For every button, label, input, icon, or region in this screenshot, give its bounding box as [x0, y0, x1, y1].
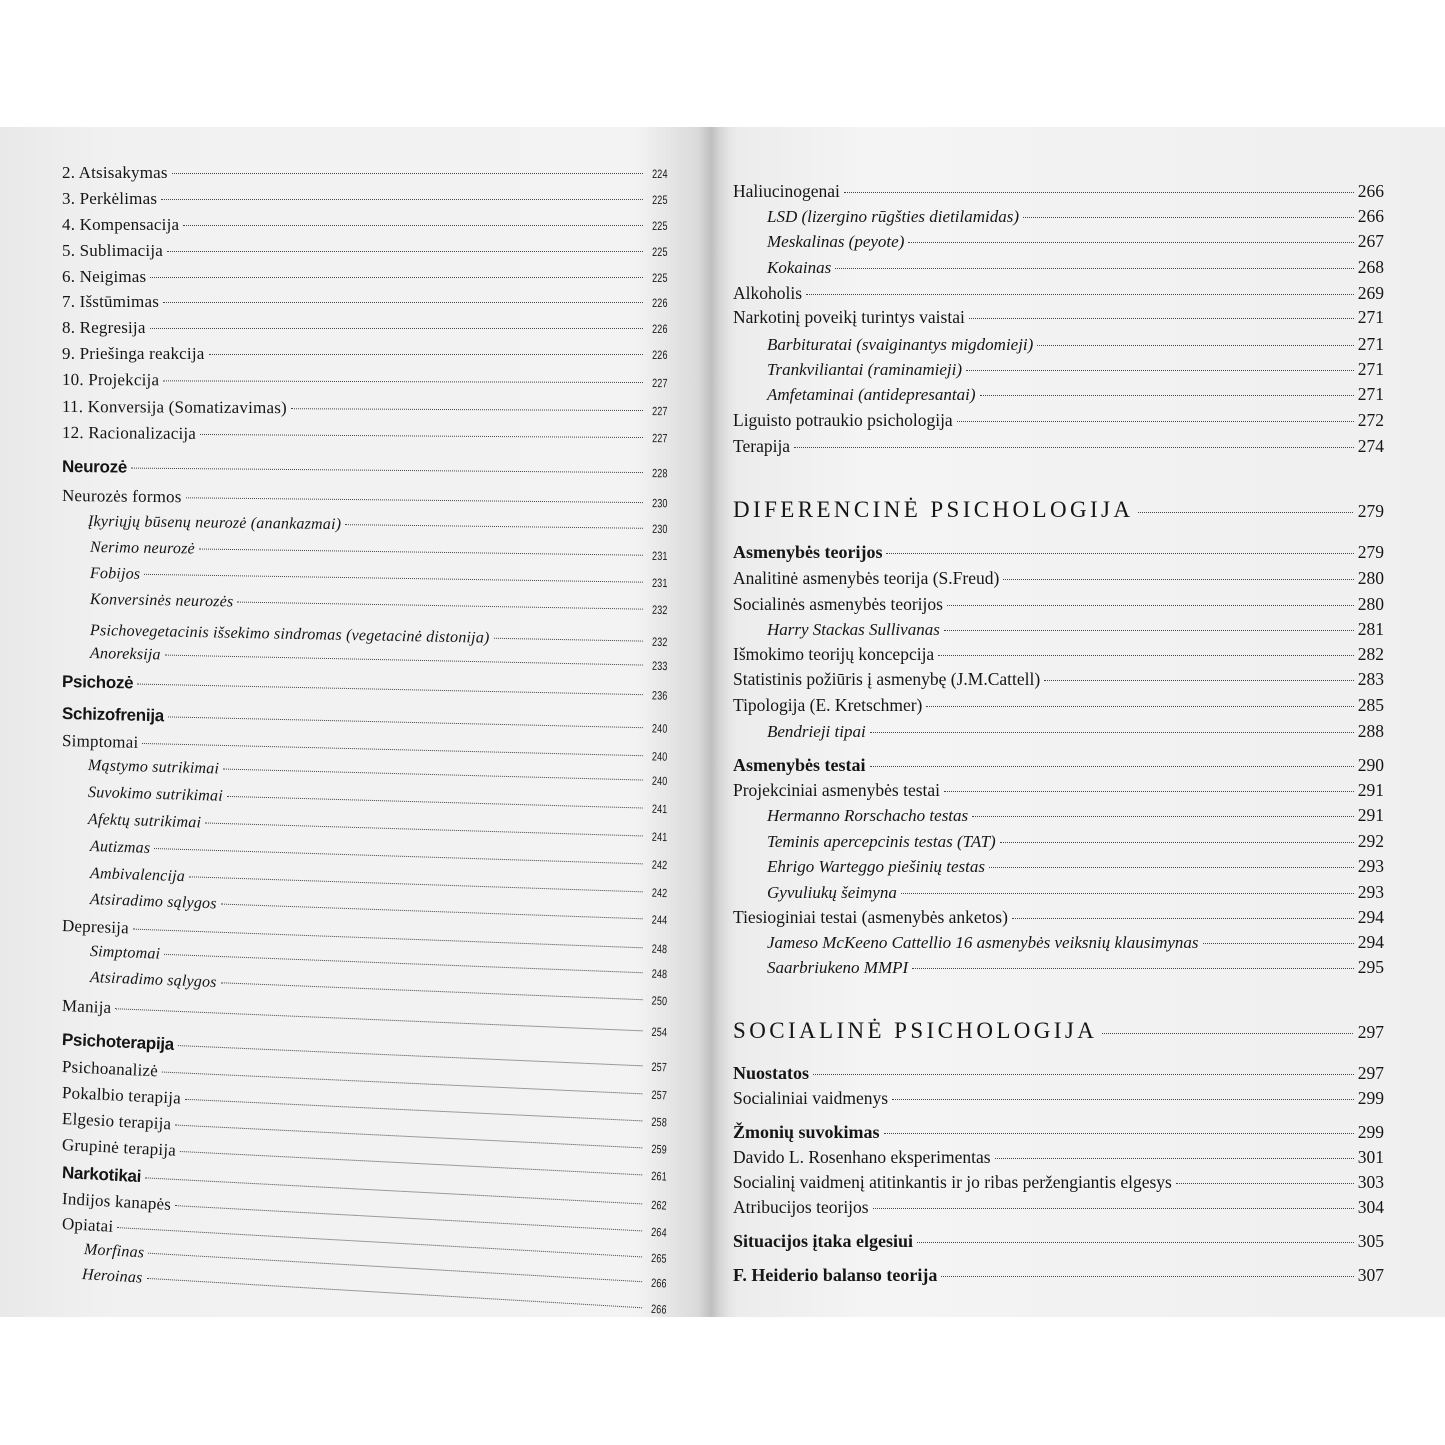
page-number: 271 [1357, 334, 1384, 354]
leader-dots [144, 574, 643, 583]
entry-title: Elgesio terapija [61, 1109, 172, 1134]
toc-entry [733, 1265, 1384, 1286]
page-number: 292 [1357, 831, 1384, 851]
leader-dots [209, 354, 644, 355]
leader-dots [1012, 918, 1354, 919]
page-number: 250 [651, 993, 668, 1009]
page-number: 305 [1357, 1231, 1384, 1251]
toc-entry [733, 755, 1384, 776]
entry-title: Amfetaminai (antidepresantai) [767, 385, 976, 404]
toc-entry [733, 594, 1384, 615]
toc-entry [767, 882, 1384, 903]
page-number: 266 [651, 1301, 668, 1317]
leader-dots [892, 1099, 1354, 1100]
page-number: 226 [652, 322, 668, 336]
leader-dots [345, 524, 643, 529]
page-number: 254 [651, 1024, 668, 1040]
page-number: 279 [1357, 501, 1384, 521]
entry-title: Projekciniai asmenybės testai [733, 780, 941, 800]
page-number: 242 [652, 857, 668, 873]
entry-title: 6. Neigimas [62, 267, 147, 286]
page-number: 267 [1357, 231, 1384, 251]
toc-entry [62, 344, 668, 364]
entry-title: Indijos kanapės [61, 1189, 172, 1214]
page-number: 297 [1357, 1063, 1384, 1083]
leader-dots [200, 434, 643, 438]
page-number: 271 [1357, 384, 1384, 404]
page-number: 226 [652, 296, 668, 310]
entry-title: Psichoanalizė [61, 1057, 159, 1081]
leader-dots [813, 1074, 1354, 1075]
leader-dots [1023, 217, 1354, 218]
leader-dots [237, 602, 643, 610]
entry-title: Žmonių suvokimas [733, 1122, 880, 1142]
page-number: 264 [651, 1224, 668, 1240]
toc-entry [767, 619, 1384, 640]
toc-entry [62, 215, 668, 235]
entry-title: 9. Priešinga reakcija [62, 344, 205, 363]
toc-entry [733, 1147, 1384, 1168]
entry-title: Trankviliantai (raminamieji) [767, 360, 963, 379]
entry-title: Įkyriųjų būsenų neurozė (anankazmai) [87, 513, 342, 534]
leader-dots [944, 791, 1354, 792]
page-number: 248 [651, 941, 668, 957]
book-gutter [698, 127, 728, 1317]
page-number: 297 [1357, 1022, 1384, 1042]
entry-title: Hermanno Rorschacho testas [767, 806, 969, 825]
leader-dots [150, 328, 644, 329]
entry-title: Asmenybės testai [733, 755, 866, 775]
page-number: 279 [1357, 542, 1384, 562]
entry-title: 12. Racionalizacija [61, 423, 197, 443]
page-number: 281 [1357, 619, 1384, 639]
leader-dots [172, 173, 644, 174]
leader-dots [947, 605, 1354, 606]
page-number: 231 [652, 548, 669, 564]
page-number: 244 [651, 912, 668, 928]
leader-dots [1000, 842, 1354, 843]
leader-dots [912, 968, 1354, 969]
toc-entry [767, 805, 1384, 826]
section-heading [733, 497, 1384, 523]
toc-entry [62, 267, 668, 287]
leader-dots [966, 370, 1354, 371]
leader-dots [205, 822, 643, 836]
entry-title: 7. Išstūmimas [62, 292, 160, 311]
leader-dots [901, 893, 1354, 894]
page-number: 266 [1357, 206, 1384, 226]
page-number: 225 [652, 219, 668, 233]
toc-entry [62, 241, 668, 261]
page-number: 232 [652, 602, 669, 618]
leader-dots [1044, 680, 1354, 681]
entry-title: Schizofrenija [61, 704, 165, 726]
leader-dots [995, 1158, 1354, 1159]
entry-title: Gyvuliukų šeimyna [767, 883, 897, 902]
leader-dots [926, 706, 1353, 707]
entry-title: Socialinės asmenybės teorijos [733, 594, 943, 614]
page-number: 304 [1357, 1197, 1384, 1217]
page-number: 266 [1357, 181, 1384, 201]
leader-dots [137, 684, 643, 696]
entry-title: 8. Regresija [62, 318, 146, 337]
entry-title: Opiatai [61, 1214, 114, 1236]
toc-entry [62, 370, 668, 392]
page-number: 299 [1357, 1122, 1384, 1142]
entry-title: Anoreksija [89, 645, 161, 664]
toc-entry [733, 907, 1384, 928]
leader-dots [1102, 1033, 1353, 1034]
leader-dots [186, 497, 644, 503]
entry-title: 10. Projekcija [61, 370, 160, 390]
toc-entry [733, 1197, 1384, 1218]
page-number: 271 [1357, 359, 1384, 379]
toc-entry [733, 1088, 1384, 1109]
leader-dots [794, 447, 1354, 448]
entry-title: Išmokimo teorijų koncepcija [733, 644, 935, 664]
entry-title: Terapija [733, 436, 791, 456]
entry-title: Atsiradimo sąlygos [89, 891, 217, 913]
leader-dots [163, 380, 643, 383]
leader-dots [844, 192, 1354, 193]
toc-entry [733, 669, 1384, 690]
entry-title: Heroinas [81, 1266, 143, 1287]
page-number: 272 [1357, 410, 1384, 430]
leader-dots [969, 318, 1354, 319]
leader-dots [199, 549, 643, 556]
entry-title: Jameso McKeeno Cattellio 16 asmenybės veiksnių klausimynas [767, 933, 1199, 952]
page-number: 262 [651, 1197, 668, 1213]
page-number: 269 [1357, 283, 1384, 303]
entry-title: Konversinės neurozės [89, 591, 234, 611]
toc-entry [62, 189, 668, 209]
entry-title: Psichozė [61, 672, 134, 693]
entry-title: Analitinė asmenybės teorija (S.Freud) [733, 568, 1000, 588]
entry-title: Socialiniai vaidmenys [733, 1088, 889, 1108]
entry-title: Autizmas [89, 838, 151, 857]
toc-entry [733, 1172, 1384, 1193]
toc-entry [733, 780, 1384, 801]
page-number: 236 [652, 688, 668, 703]
toc-entry [733, 644, 1384, 665]
page-number: 257 [651, 1087, 668, 1103]
leader-dots [167, 251, 643, 252]
leader-dots [1003, 579, 1353, 580]
page-number: 285 [1357, 695, 1384, 715]
page-number: 258 [651, 1114, 668, 1130]
page-number: 233 [652, 658, 669, 674]
entry-title: 3. Perkėlimas [62, 189, 158, 208]
entry-title: Simptomai [89, 943, 161, 963]
page-number: 226 [652, 348, 668, 362]
entry-title: Suvokimo sutrikimai [87, 784, 224, 805]
entry-title: Pokalbio terapija [61, 1083, 182, 1108]
toc-entry [733, 1122, 1384, 1143]
entry-title: Haliucinogenai [733, 181, 840, 201]
leader-dots [1037, 345, 1353, 346]
leader-dots [944, 630, 1354, 631]
toc-entry [767, 334, 1384, 355]
leader-dots [941, 1276, 1353, 1277]
page-number: 257 [651, 1059, 668, 1075]
page-number: 294 [1357, 932, 1384, 952]
entry-title: Depresija [61, 916, 130, 938]
toc-entry [62, 318, 668, 338]
page-number: 240 [652, 773, 668, 789]
page-number: 224 [652, 167, 668, 181]
entry-title: Socialinį vaidmenį atitinkantis ir jo ribas peržengiantis elgesys [733, 1172, 1172, 1192]
leader-dots [163, 302, 643, 303]
leader-dots [142, 743, 643, 756]
page-number: 228 [652, 466, 669, 481]
entry-title: Tiesioginiai testai (asmenybės anketos) [733, 907, 1008, 927]
entry-title: 11. Konversija (Somatizavimas) [61, 397, 287, 418]
leader-dots [150, 277, 643, 278]
leader-dots [227, 796, 643, 809]
leader-dots [806, 294, 1354, 295]
page-number: 227 [652, 404, 669, 419]
entry-title: Statistinis požiūris į asmenybę (J.M.Cattell) [733, 669, 1041, 689]
page-number: 282 [1357, 644, 1384, 664]
entry-title: 2. Atsisakymas [62, 163, 168, 182]
page-number: 227 [652, 431, 669, 446]
entry-title: Kokainas [767, 258, 832, 277]
toc-entry [733, 181, 1384, 202]
leader-dots [223, 769, 643, 781]
page-number: 293 [1357, 856, 1384, 876]
toc-entry [733, 307, 1384, 328]
leader-dots [165, 655, 644, 666]
entry-title: Harry Stackas Sullivanas [767, 620, 940, 639]
toc-entry [62, 423, 668, 447]
page-number: 259 [651, 1141, 668, 1157]
page-number: 291 [1357, 780, 1384, 800]
toc-entry [767, 384, 1384, 405]
entry-title: Neurozės formos [61, 486, 182, 507]
leader-dots [908, 242, 1353, 243]
entry-title: Morfinas [83, 1241, 145, 1262]
page-number: 294 [1357, 907, 1384, 927]
page-number: 240 [652, 721, 668, 736]
toc-entry [62, 292, 668, 312]
page-number: 303 [1357, 1172, 1384, 1192]
page-number: 288 [1357, 721, 1384, 741]
entry-title: Mąstymo sutrikimai [87, 757, 220, 778]
entry-title: Narkotinį poveikį turintys vaistai [733, 307, 965, 327]
entry-title: Neurozė [61, 457, 128, 477]
page-number: 274 [1357, 436, 1384, 456]
entry-title: Psichoterapija [61, 1030, 175, 1054]
entry-title: Bendrieji tipai [767, 722, 866, 741]
leader-dots [161, 199, 643, 200]
page-number: 266 [651, 1275, 668, 1291]
leader-dots [131, 468, 643, 473]
toc-entry [767, 206, 1384, 227]
leader-dots [884, 1133, 1354, 1134]
entry-title: Teminis apercepcinis testas (TAT) [767, 832, 996, 851]
page-number: 241 [652, 829, 668, 845]
entry-title: Nuostatos [733, 1063, 810, 1083]
page-number: 271 [1357, 307, 1384, 327]
page-number: 241 [652, 801, 668, 817]
entry-title: Simptomai [61, 731, 139, 752]
entry-title: Atsiradimo sąlygos [89, 969, 217, 992]
page-number: 290 [1357, 755, 1384, 775]
leader-dots [980, 395, 1354, 396]
page-number: 225 [652, 193, 668, 207]
entry-title: Fobijos [89, 565, 141, 583]
page-number: 299 [1357, 1088, 1384, 1108]
page-number: 293 [1357, 882, 1384, 902]
leader-dots [183, 225, 643, 226]
entry-title: 4. Kompensacija [62, 215, 180, 234]
page-number: 307 [1357, 1265, 1384, 1285]
toc-entry [733, 1231, 1384, 1252]
entry-title: Meskalinas (peyote) [767, 232, 905, 251]
leader-dots [972, 816, 1354, 817]
toc-entry [767, 831, 1384, 852]
page-number: 291 [1357, 805, 1384, 825]
page-number: 295 [1357, 957, 1384, 977]
page-number: 230 [652, 496, 669, 511]
leader-dots [870, 766, 1354, 767]
page-number: 232 [652, 634, 669, 650]
leader-dots [291, 408, 643, 411]
page-number: 280 [1357, 568, 1384, 588]
toc-entry [767, 856, 1384, 877]
section-heading [733, 1018, 1384, 1044]
page-number: 227 [652, 376, 669, 391]
page-number: 301 [1357, 1147, 1384, 1167]
entry-title: Atribucijos teorijos [733, 1197, 869, 1217]
page-number: 225 [652, 271, 668, 285]
entry-title: F. Heiderio balanso teorija [733, 1265, 938, 1285]
entry-title: Barbituratai (svaiginantys migdomieji) [767, 335, 1034, 354]
leader-dots [168, 716, 643, 728]
leader-dots [870, 732, 1354, 733]
leader-dots [886, 553, 1353, 554]
entry-title: Ambivalencija [89, 865, 186, 886]
page-number: 230 [652, 521, 669, 537]
entry-title: 5. Sublimacija [62, 241, 164, 260]
toc-entry [62, 163, 668, 183]
toc-entry [767, 359, 1384, 380]
leader-dots [957, 421, 1354, 422]
toc-entry [733, 1063, 1384, 1084]
page-number: 268 [1357, 257, 1384, 277]
entry-title: Alkoholis [733, 283, 803, 303]
toc-entry [733, 568, 1384, 589]
leader-dots [873, 1208, 1354, 1209]
page-number: 240 [652, 749, 668, 764]
entry-title: DIFERENCINĖ PSICHOLOGIJA [733, 497, 1134, 522]
toc-entry [767, 257, 1384, 278]
leader-dots [917, 1242, 1354, 1243]
toc-entry [733, 283, 1384, 304]
page-number: 225 [652, 245, 668, 259]
page-number: 248 [651, 966, 668, 982]
entry-title: Asmenybės teorijos [733, 542, 883, 562]
toc-entry [733, 542, 1384, 563]
toc-entry [767, 231, 1384, 252]
leader-dots [494, 638, 644, 642]
page-number: 283 [1357, 669, 1384, 689]
leader-dots [938, 655, 1354, 656]
page-number: 265 [651, 1250, 668, 1266]
page-number: 231 [652, 575, 669, 591]
leader-dots [1138, 512, 1352, 513]
page-number: 280 [1357, 594, 1384, 614]
entry-title: Saarbriukeno MMPI [767, 958, 909, 977]
toc-entry [733, 410, 1384, 431]
leader-dots [1203, 943, 1354, 944]
entry-title: Psichovegetacinis išsekimo sindromas (vegetacinė distonija) [89, 622, 490, 647]
leader-dots [989, 867, 1354, 868]
toc-entry [767, 721, 1384, 742]
leader-dots [1176, 1183, 1354, 1184]
toc-entry [62, 397, 668, 420]
entry-title: Manija [61, 996, 112, 1018]
entry-title: Afektų sutrikimai [87, 811, 202, 832]
entry-title: Grupinė terapija [61, 1135, 177, 1160]
toc-entry [733, 695, 1384, 716]
leader-dots [835, 268, 1354, 269]
entry-title: SOCIALINĖ PSICHOLOGIJA [733, 1018, 1098, 1043]
entry-title: LSD (lizergino rūgšties dietilamidas) [767, 207, 1020, 226]
entry-title: Nerimo neurozė [89, 539, 195, 558]
entry-title: Tipologija (E. Kretschmer) [733, 695, 923, 715]
entry-title: Ehrigo Warteggo piešinių testas [767, 857, 986, 876]
entry-title: Situacijos įtaka elgesiui [733, 1231, 914, 1251]
toc-entry [767, 932, 1384, 953]
entry-title: Liguisto potraukio psichologija [733, 410, 953, 430]
toc-entry [733, 436, 1384, 457]
page-number: 261 [651, 1168, 668, 1184]
page-number: 242 [651, 885, 668, 901]
entry-title: Davido L. Rosenhano eksperimentas [733, 1147, 991, 1167]
toc-entry [767, 957, 1384, 978]
entry-title: Narkotikai [61, 1163, 142, 1187]
